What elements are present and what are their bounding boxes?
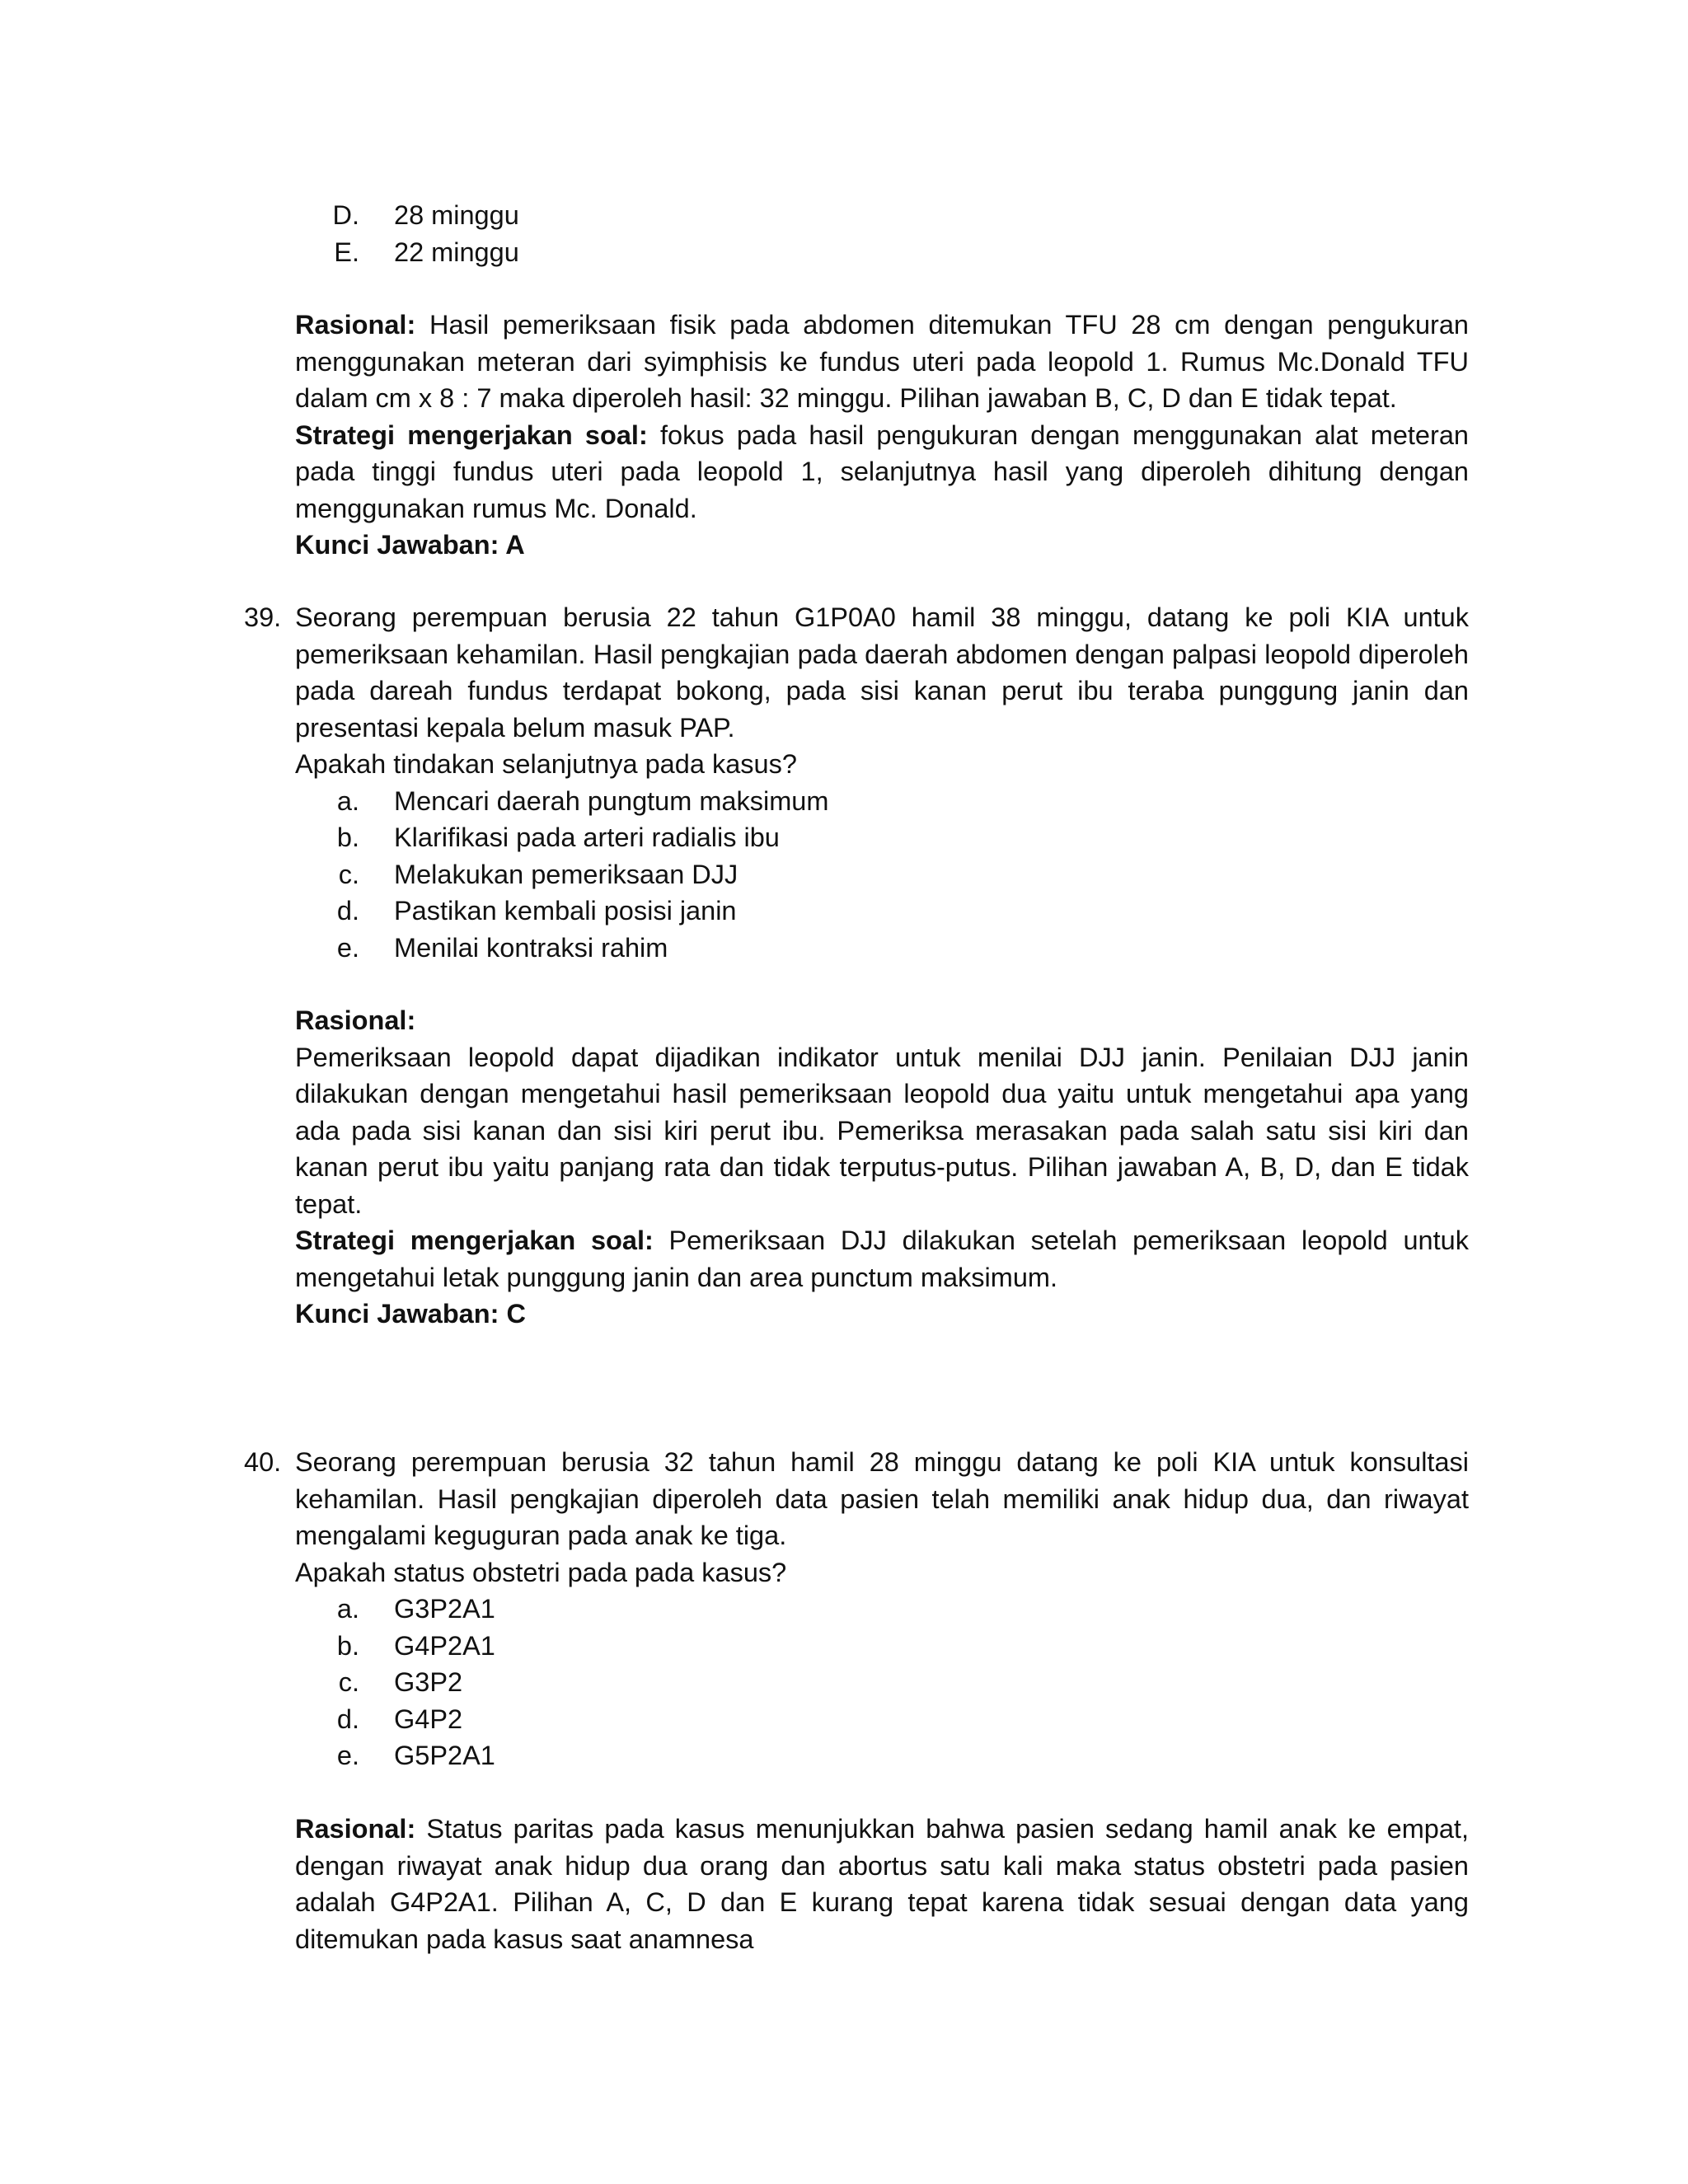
answer-key: Kunci Jawaban: C (295, 1299, 526, 1329)
strategi-text: fokus pada hasil pengukuran dengan menggunakan alat meteran pada tinggi fundus uteri pada leopold 1, selanjutnya hasil yang diperoleh dihitung dengan menggunakan rumus Mc. Donald. (295, 419, 1469, 523)
question-stem: Seorang perempuan berusia 22 tahun G1P0A0 hamil 38 minggu, datang ke poli KIA untuk pemeriksaan kehamilan. Hasil pengkajian pada daerah abdomen dengan palpasi leopold diperoleh pada dareah fundus terdapat bokong, pada sisi kanan perut ibu teraba punggung janin dan presentasi kepala belum masuk PAP. (295, 602, 1469, 743)
q40-options (295, 1591, 1469, 1774)
option-text: G4P2A1 (394, 1630, 495, 1661)
question-stem: Seorang perempuan berusia 32 tahun hamil 28 minggu datang ke poli KIA untuk konsultasi kehamilan. Hasil pengkajian diperoleh data pasien telah memiliki anak hidup dua, dan riwayat mengalami keguguran pada anak ke tiga. (295, 1447, 1469, 1550)
rasional-paragraph (295, 307, 1469, 417)
option-b (295, 1628, 1469, 1665)
answer-key: Kunci Jawaban: A (295, 530, 525, 560)
option-text: 28 minggu (394, 200, 519, 230)
question-number: 39. (244, 602, 282, 632)
rasional-label: Rasional: (295, 310, 416, 340)
option-marker: d. (336, 896, 359, 926)
rasional-text: Pemeriksaan leopold dapat dijadikan indikator untuk menilai DJJ janin. Penilaian DJJ janin dilakukan dengan mengetahui hasil pemeriksaan leopold dua yaitu untuk mengetahui apa yang ada pada sisi kanan dan sisi kiri perut ibu. Pemeriksa merasakan pada salah satu sisi kiri dan kanan perut ibu yaitu panjang rata dan tidak terputus-putus. Pilihan jawaban A, B, D, dan E tidak tepat. (295, 1042, 1469, 1219)
option-marker: D. (332, 200, 359, 230)
option-text: 22 minggu (394, 237, 519, 267)
q38-options (295, 197, 1469, 270)
option-marker: d. (336, 1704, 359, 1734)
strategi-label: Strategi mengerjakan soal: (295, 1226, 654, 1255)
strategi-paragraph (295, 1222, 1469, 1296)
option-text: G4P2 (394, 1704, 463, 1734)
rasional-text: Status paritas pada kasus menunjukkan bahwa pasien sedang hamil anak ke empat, dengan riwayat anak hidup dua orang dan abortus satu kali maka status obstetri pada pasien adalah G4P2A1. Pilihan A, C, D dan E kurang tepat karena tidak sesuai dengan data yang ditemukan pada kasus saat anamnesa (295, 1814, 1469, 1954)
strategi-label: Strategi mengerjakan soal: (295, 419, 648, 450)
option-text: G5P2A1 (394, 1741, 495, 1770)
question-prompt: Apakah tindakan selanjutnya pada kasus? (295, 749, 797, 779)
option-marker: E. (334, 237, 359, 267)
rasional-label: Rasional: (295, 1814, 416, 1844)
option-marker: c. (338, 1667, 359, 1697)
question-number: 40. (244, 1447, 282, 1477)
q39-explanation (295, 1002, 1469, 1333)
q39-options (295, 783, 1469, 967)
option-marker: e. (336, 932, 359, 963)
q38-explanation (295, 307, 1469, 564)
option-text: G3P2 (394, 1667, 463, 1697)
strategi-paragraph (295, 417, 1469, 527)
option-marker: a. (336, 785, 359, 816)
option-e (295, 1737, 1469, 1774)
option-marker: e. (336, 1741, 359, 1770)
option-b (295, 819, 1469, 856)
rasional-paragraph (295, 1811, 1469, 1957)
option-marker: b. (336, 823, 359, 852)
strategi-text: Pemeriksaan DJJ dilakukan setelah pemeriksaan leopold untuk mengetahui letak punggung janin dan area punctum maksimum. (295, 1226, 1469, 1292)
option-c (295, 1664, 1469, 1701)
option-e (295, 930, 1469, 967)
question-39 (244, 599, 1469, 966)
option-a (295, 1591, 1469, 1628)
option-d (295, 197, 1469, 234)
option-text: Melakukan pemeriksaan DJJ (394, 859, 738, 889)
option-d (295, 1701, 1469, 1738)
question-40 (244, 1444, 1469, 1774)
option-text: Mencari daerah pungtum maksimum (394, 785, 829, 816)
q40-explanation (295, 1811, 1469, 1957)
rasional-text: Hasil pemeriksaan fisik pada abdomen ditemukan TFU 28 cm dengan pengukuran menggunakan meteran dari syimphisis ke fundus uteri pada leopold 1. Rumus Mc.Donald TFU dalam cm x 8 : 7 maka diperoleh hasil: 32 minggu. Pilihan jawaban B, C, D dan E tidak tepat. (295, 310, 1469, 413)
option-d (295, 893, 1469, 930)
rasional-label: Rasional: (295, 1005, 416, 1035)
option-text: G3P2A1 (394, 1594, 495, 1624)
option-text: Klarifikasi pada arteri radialis ibu (394, 823, 780, 852)
option-marker: a. (336, 1594, 359, 1624)
question-prompt: Apakah status obstetri pada pada kasus? (295, 1557, 787, 1587)
option-c (295, 856, 1469, 893)
option-text: Menilai kontraksi rahim (394, 932, 668, 963)
option-marker: b. (336, 1630, 359, 1661)
option-a (295, 783, 1469, 820)
option-text: Pastikan kembali posisi janin (394, 896, 737, 926)
option-e (295, 234, 1469, 271)
option-marker: c. (338, 859, 359, 889)
